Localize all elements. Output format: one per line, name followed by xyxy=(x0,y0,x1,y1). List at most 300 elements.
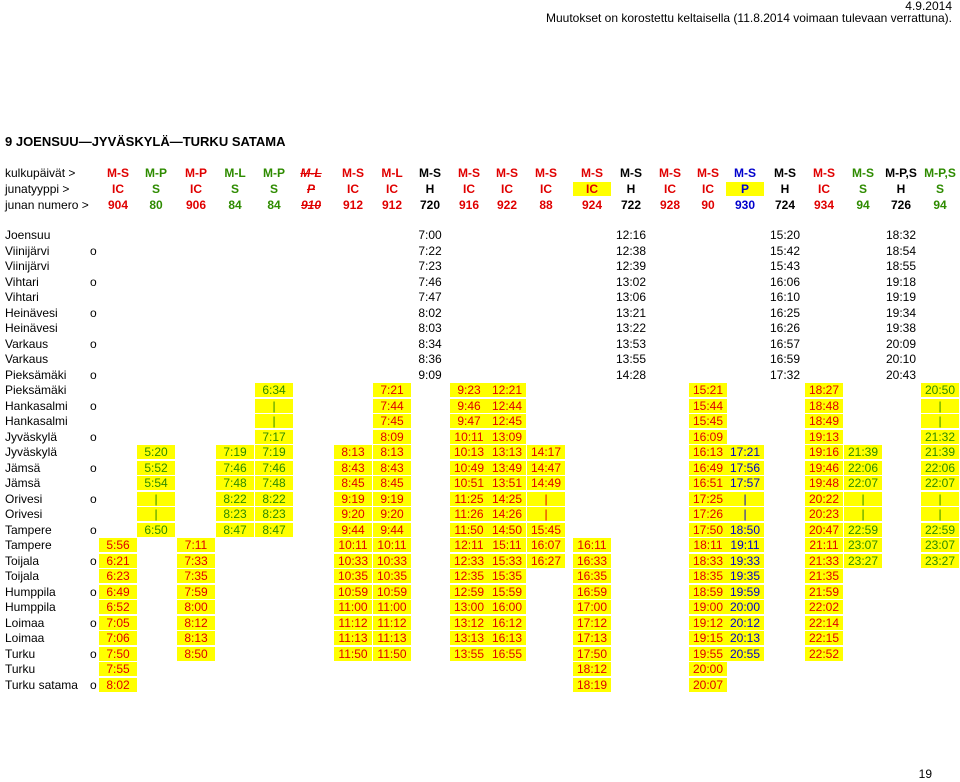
departure-time: 15:21 xyxy=(689,383,727,397)
page-number: 19 xyxy=(918,767,932,781)
train-days: M-S xyxy=(852,166,874,180)
arrival-marker: o xyxy=(90,554,97,568)
departure-time: 13:53 xyxy=(615,337,647,351)
departure-time: 18:33 xyxy=(689,554,727,568)
departure-time: 19:18 xyxy=(885,275,917,289)
arrival-marker: o xyxy=(90,461,97,475)
departure-time: 8:45 xyxy=(334,476,372,490)
departure-time: 13:55 xyxy=(450,647,488,661)
departure-time: 9:20 xyxy=(334,507,372,521)
arrival-marker: o xyxy=(90,492,97,506)
departure-time: 20:07 xyxy=(689,678,727,692)
departure-time: 8:22 xyxy=(216,492,254,506)
train-days: M-P,S xyxy=(885,166,917,180)
departure-time: 15:35 xyxy=(488,569,526,583)
departure-time: 18:27 xyxy=(805,383,843,397)
departure-time: 6:52 xyxy=(99,600,137,614)
departure-time: 8:36 xyxy=(418,352,442,366)
train-days: M-L xyxy=(224,166,246,180)
departure-time: 16:59 xyxy=(769,352,801,366)
departure-time: 8:00 xyxy=(177,600,215,614)
departure-time: 22:59 xyxy=(844,523,882,537)
departure-time: 5:52 xyxy=(137,461,175,475)
departure-time: 22:06 xyxy=(921,461,959,475)
departure-time: 19:48 xyxy=(805,476,843,490)
departure-time: 9:20 xyxy=(373,507,411,521)
departure-time: | xyxy=(844,492,882,506)
station-name: Joensuu xyxy=(5,228,51,242)
departure-time: 11:13 xyxy=(334,631,372,645)
train-type: S xyxy=(151,182,160,196)
departure-time: 10:13 xyxy=(450,445,488,459)
departure-time: 8:12 xyxy=(177,616,215,630)
departure-time: 19:35 xyxy=(726,569,764,583)
departure-time: 17:57 xyxy=(726,476,764,490)
departure-time: 7:46 xyxy=(418,275,442,289)
departure-time: 16:33 xyxy=(573,554,611,568)
departure-time: 16:57 xyxy=(769,337,801,351)
departure-time: 11:13 xyxy=(373,631,411,645)
train-type: S xyxy=(858,182,867,196)
train-number: 928 xyxy=(659,198,681,212)
departure-time: 7:17 xyxy=(255,430,293,444)
arrival-marker: o xyxy=(90,678,97,692)
departure-time: 9:47 xyxy=(450,414,488,428)
departure-time: | xyxy=(726,492,764,506)
departure-time: 6:21 xyxy=(99,554,137,568)
arrival-marker: o xyxy=(90,523,97,537)
departure-time: 10:11 xyxy=(334,538,372,552)
departure-time: 15:59 xyxy=(488,585,526,599)
arrival-marker: o xyxy=(90,368,97,382)
train-days: M-S xyxy=(458,166,480,180)
departure-time: 18:49 xyxy=(805,414,843,428)
train-number: 84 xyxy=(228,198,242,212)
station-name: Varkaus xyxy=(5,337,49,351)
departure-time: 7:11 xyxy=(177,538,215,552)
train-number: 80 xyxy=(149,198,163,212)
train-days: M-S xyxy=(496,166,518,180)
departure-time: 12:33 xyxy=(450,554,488,568)
departure-time: 7:44 xyxy=(373,399,411,413)
departure-time: 7:35 xyxy=(177,569,215,583)
departure-time: 20:00 xyxy=(689,662,727,676)
departure-time: 12:21 xyxy=(488,383,526,397)
departure-time: 21:33 xyxy=(805,554,843,568)
departure-time: 19:16 xyxy=(805,445,843,459)
departure-time: 6:34 xyxy=(255,383,293,397)
station-name: Loimaa xyxy=(5,631,45,645)
departure-time: 8:09 xyxy=(373,430,411,444)
departure-time: 13:22 xyxy=(615,321,647,335)
station-name: Jämsä xyxy=(5,476,41,490)
departure-time: 22:52 xyxy=(805,647,843,661)
departure-time: | xyxy=(726,507,764,521)
departure-time: | xyxy=(137,507,175,521)
departure-time: 8:22 xyxy=(255,492,293,506)
departure-time: 16:49 xyxy=(689,461,727,475)
departure-time: 14:25 xyxy=(488,492,526,506)
departure-time: 17:50 xyxy=(689,523,727,537)
train-number: 916 xyxy=(458,198,480,212)
train-type: S xyxy=(230,182,239,196)
departure-time: 7:46 xyxy=(255,461,293,475)
station-name: Jyväskylä xyxy=(5,445,58,459)
departure-time: 10:49 xyxy=(450,461,488,475)
departure-time: 20:55 xyxy=(726,647,764,661)
departure-time: 16:55 xyxy=(488,647,526,661)
departure-time: | xyxy=(255,414,293,428)
train-number: 922 xyxy=(496,198,518,212)
departure-time: 19:38 xyxy=(885,321,917,335)
departure-time: 11:00 xyxy=(334,600,372,614)
departure-time: 8:13 xyxy=(373,445,411,459)
train-type: H xyxy=(626,182,636,196)
departure-time: 16:59 xyxy=(573,585,611,599)
station-name: Heinävesi xyxy=(5,306,58,320)
train-type: IC xyxy=(573,182,611,196)
departure-time: 15:43 xyxy=(769,259,801,273)
change-note: Muutokset on korostettu keltaisella (11.8.2014 voimaan tulevaan verrattuna). xyxy=(545,11,952,25)
departure-time: 8:13 xyxy=(334,445,372,459)
train-number: 722 xyxy=(620,198,642,212)
departure-time: 17:32 xyxy=(769,368,801,382)
station-name: Pieksämäki xyxy=(5,368,67,382)
departure-time: 12:59 xyxy=(450,585,488,599)
station-name: Jämsä xyxy=(5,461,41,475)
departure-time: 9:46 xyxy=(450,399,488,413)
departure-time: 18:59 xyxy=(689,585,727,599)
departure-time: 19:13 xyxy=(805,430,843,444)
departure-time: 7:19 xyxy=(255,445,293,459)
departure-time: 23:07 xyxy=(844,538,882,552)
departure-time: 15:44 xyxy=(689,399,727,413)
train-type: IC xyxy=(540,182,552,196)
departure-time: 13:55 xyxy=(615,352,647,366)
departure-time: 6:49 xyxy=(99,585,137,599)
departure-time: 11:50 xyxy=(373,647,411,661)
departure-time: 21:39 xyxy=(844,445,882,459)
departure-time: 8:50 xyxy=(177,647,215,661)
departure-time: 16:07 xyxy=(527,538,565,552)
train-days: M-S xyxy=(774,166,796,180)
arrival-marker: o xyxy=(90,275,97,289)
departure-time: 16:11 xyxy=(573,538,611,552)
departure-time: 22:07 xyxy=(921,476,959,490)
station-name: Vihtari xyxy=(5,275,39,289)
departure-time: 7:47 xyxy=(418,290,442,304)
arrival-marker: o xyxy=(90,585,97,599)
arrival-marker: o xyxy=(90,616,97,630)
departure-time: 19:59 xyxy=(726,585,764,599)
departure-time: | xyxy=(921,414,959,428)
departure-time: 7:48 xyxy=(255,476,293,490)
station-name: Viinijärvi xyxy=(5,259,50,273)
train-days: M-S xyxy=(419,166,441,180)
departure-time: 21:39 xyxy=(921,445,959,459)
station-name: Loimaa xyxy=(5,616,45,630)
station-name: Orivesi xyxy=(5,492,43,506)
departure-time: 13:00 xyxy=(450,600,488,614)
arrival-marker: o xyxy=(90,306,97,320)
departure-time: 19:46 xyxy=(805,461,843,475)
departure-time: 14:17 xyxy=(527,445,565,459)
departure-time: 7:22 xyxy=(418,244,442,258)
departure-time: 11:50 xyxy=(334,647,372,661)
train-days: M-S xyxy=(697,166,719,180)
departure-time: 7:19 xyxy=(216,445,254,459)
row-label-days: kulkupäivät > xyxy=(5,166,76,180)
departure-time: 6:50 xyxy=(137,523,175,537)
arrival-marker: o xyxy=(90,244,97,258)
departure-time: 18:35 xyxy=(689,569,727,583)
departure-time: 16:35 xyxy=(573,569,611,583)
departure-time: 14:50 xyxy=(488,523,526,537)
departure-time: 9:44 xyxy=(373,523,411,537)
departure-time: 7:46 xyxy=(216,461,254,475)
departure-time: 17:26 xyxy=(689,507,727,521)
train-number: 912 xyxy=(342,198,364,212)
station-name: Tampere xyxy=(5,523,52,537)
departure-time: 22:06 xyxy=(844,461,882,475)
departure-time: 17:00 xyxy=(573,600,611,614)
departure-time: 13:09 xyxy=(488,430,526,444)
train-type: IC xyxy=(347,182,359,196)
departure-time: 7:59 xyxy=(177,585,215,599)
departure-time: 18:11 xyxy=(689,538,727,552)
departure-time: 22:02 xyxy=(805,600,843,614)
train-days: M-S xyxy=(342,166,364,180)
train-type: IC xyxy=(702,182,714,196)
station-name: Pieksämäki xyxy=(5,383,67,397)
departure-time: 20:47 xyxy=(805,523,843,537)
departure-time: 8:02 xyxy=(99,678,137,692)
train-type: IC xyxy=(664,182,676,196)
station-name: Hankasalmi xyxy=(5,414,68,428)
departure-time: 9:44 xyxy=(334,523,372,537)
arrival-marker: o xyxy=(90,337,97,351)
arrival-marker: o xyxy=(90,399,97,413)
train-days: M-S xyxy=(620,166,642,180)
departure-time: 10:59 xyxy=(334,585,372,599)
departure-time: 20:50 xyxy=(921,383,959,397)
departure-time: 8:23 xyxy=(216,507,254,521)
departure-time: 13:06 xyxy=(615,290,647,304)
train-days: M-P,S xyxy=(924,166,956,180)
departure-time: | xyxy=(137,492,175,506)
train-type: H xyxy=(425,182,435,196)
departure-time: | xyxy=(921,507,959,521)
departure-time: 21:35 xyxy=(805,569,843,583)
departure-time: 7:33 xyxy=(177,554,215,568)
departure-time: 21:59 xyxy=(805,585,843,599)
train-number: 84 xyxy=(267,198,281,212)
departure-time: 17:50 xyxy=(573,647,611,661)
departure-time: 20:13 xyxy=(726,631,764,645)
station-name: Humppila xyxy=(5,585,56,599)
departure-time: 18:12 xyxy=(573,662,611,676)
departure-time: 10:35 xyxy=(334,569,372,583)
departure-time: 15:33 xyxy=(488,554,526,568)
departure-time: 9:23 xyxy=(450,383,488,397)
train-days: M-L xyxy=(300,166,322,180)
train-number: 94 xyxy=(856,198,870,212)
departure-time: 8:43 xyxy=(334,461,372,475)
train-type: P xyxy=(306,182,315,196)
departure-time: 10:51 xyxy=(450,476,488,490)
departure-time: 20:22 xyxy=(805,492,843,506)
departure-time: 12:16 xyxy=(615,228,647,242)
departure-time: 15:42 xyxy=(769,244,801,258)
departure-time: 8:47 xyxy=(216,523,254,537)
station-name: Tampere xyxy=(5,538,52,552)
departure-time: 22:15 xyxy=(805,631,843,645)
departure-time: 14:47 xyxy=(527,461,565,475)
departure-time: 13:49 xyxy=(488,461,526,475)
train-days: M-S xyxy=(107,166,129,180)
station-name: Turku satama xyxy=(5,678,78,692)
departure-time: 7:50 xyxy=(99,647,137,661)
train-type: H xyxy=(896,182,906,196)
departure-time: 18:48 xyxy=(805,399,843,413)
train-days: M-S xyxy=(813,166,835,180)
departure-time: 23:27 xyxy=(921,554,959,568)
departure-time: 8:23 xyxy=(255,507,293,521)
departure-time: 16:00 xyxy=(488,600,526,614)
departure-time: 21:32 xyxy=(921,430,959,444)
station-name: Varkaus xyxy=(5,352,49,366)
departure-time: 20:00 xyxy=(726,600,764,614)
train-type: S xyxy=(269,182,278,196)
train-number: 906 xyxy=(185,198,207,212)
train-days: M-S xyxy=(734,166,756,180)
departure-time: 23:27 xyxy=(844,554,882,568)
departure-time: 20:12 xyxy=(726,616,764,630)
departure-time: 22:07 xyxy=(844,476,882,490)
departure-time: 13:51 xyxy=(488,476,526,490)
train-number: 90 xyxy=(701,198,715,212)
departure-time: 8:13 xyxy=(177,631,215,645)
train-number: 910 xyxy=(300,198,322,212)
train-number: 88 xyxy=(539,198,553,212)
train-type: IC xyxy=(501,182,513,196)
departure-time: 7:00 xyxy=(418,228,442,242)
departure-time: 11:12 xyxy=(334,616,372,630)
departure-time: 7:21 xyxy=(373,383,411,397)
departure-time: 13:13 xyxy=(488,445,526,459)
station-name: Hankasalmi xyxy=(5,399,68,413)
train-type: IC xyxy=(190,182,202,196)
departure-time: 11:12 xyxy=(373,616,411,630)
departure-time: 19:00 xyxy=(689,600,727,614)
departure-time: 19:33 xyxy=(726,554,764,568)
departure-time: 19:15 xyxy=(689,631,727,645)
departure-time: | xyxy=(844,507,882,521)
departure-time: 10:59 xyxy=(373,585,411,599)
departure-time: 5:54 xyxy=(137,476,175,490)
departure-time: | xyxy=(255,399,293,413)
departure-time: 17:21 xyxy=(726,445,764,459)
station-name: Turku xyxy=(5,647,36,661)
departure-time: 16:06 xyxy=(769,275,801,289)
departure-time: 16:10 xyxy=(769,290,801,304)
departure-time: 7:23 xyxy=(418,259,442,273)
departure-time: 5:20 xyxy=(137,445,175,459)
station-name: Turku xyxy=(5,662,36,676)
train-type: S xyxy=(935,182,944,196)
departure-time: 14:49 xyxy=(527,476,565,490)
departure-time: 18:54 xyxy=(885,244,917,258)
train-number: 924 xyxy=(581,198,603,212)
train-days: M-S xyxy=(659,166,681,180)
train-number: 724 xyxy=(774,198,796,212)
arrival-marker: o xyxy=(90,430,97,444)
train-type: IC xyxy=(818,182,830,196)
train-days: M-S xyxy=(581,166,603,180)
departure-time: 17:12 xyxy=(573,616,611,630)
departure-time: 16:09 xyxy=(689,430,727,444)
train-number: 930 xyxy=(734,198,756,212)
departure-time: 22:14 xyxy=(805,616,843,630)
departure-time: 13:12 xyxy=(450,616,488,630)
station-name: Toijala xyxy=(5,569,40,583)
document-date: 4.9.2014 xyxy=(905,0,952,13)
train-days: M-P xyxy=(145,166,167,180)
train-days: M-L xyxy=(381,166,403,180)
departure-time: 15:11 xyxy=(488,538,526,552)
train-type: P xyxy=(726,182,764,196)
station-name: Toijala xyxy=(5,554,40,568)
departure-time: 11:00 xyxy=(373,600,411,614)
departure-time: 13:13 xyxy=(450,631,488,645)
departure-time: 19:12 xyxy=(689,616,727,630)
departure-time: 7:55 xyxy=(99,662,137,676)
station-name: Orivesi xyxy=(5,507,43,521)
arrival-marker: o xyxy=(90,647,97,661)
train-number: 912 xyxy=(381,198,403,212)
departure-time: 12:39 xyxy=(615,259,647,273)
departure-time: 20:43 xyxy=(885,368,917,382)
departure-time: 13:21 xyxy=(615,306,647,320)
departure-time: 16:27 xyxy=(527,554,565,568)
departure-time: 18:19 xyxy=(573,678,611,692)
departure-time: 15:45 xyxy=(689,414,727,428)
departure-time: 9:09 xyxy=(418,368,442,382)
departure-time: 14:26 xyxy=(488,507,526,521)
departure-time: 19:34 xyxy=(885,306,917,320)
departure-time: 11:26 xyxy=(450,507,488,521)
train-days: M-S xyxy=(535,166,557,180)
row-label-number: junan numero > xyxy=(5,198,89,212)
departure-time: 7:06 xyxy=(99,631,137,645)
departure-time: 20:10 xyxy=(885,352,917,366)
train-type: H xyxy=(780,182,790,196)
departure-time: 19:11 xyxy=(726,538,764,552)
departure-time: 15:45 xyxy=(527,523,565,537)
departure-time: 13:02 xyxy=(615,275,647,289)
departure-time: 8:02 xyxy=(418,306,442,320)
departure-time: 11:25 xyxy=(450,492,488,506)
departure-time: 16:51 xyxy=(689,476,727,490)
departure-time: 18:55 xyxy=(885,259,917,273)
departure-time: | xyxy=(527,507,565,521)
departure-time: 18:32 xyxy=(885,228,917,242)
departure-time: 10:11 xyxy=(373,538,411,552)
train-type: IC xyxy=(386,182,398,196)
departure-time: 12:44 xyxy=(488,399,526,413)
train-days: M-P xyxy=(263,166,285,180)
departure-time: 8:45 xyxy=(373,476,411,490)
